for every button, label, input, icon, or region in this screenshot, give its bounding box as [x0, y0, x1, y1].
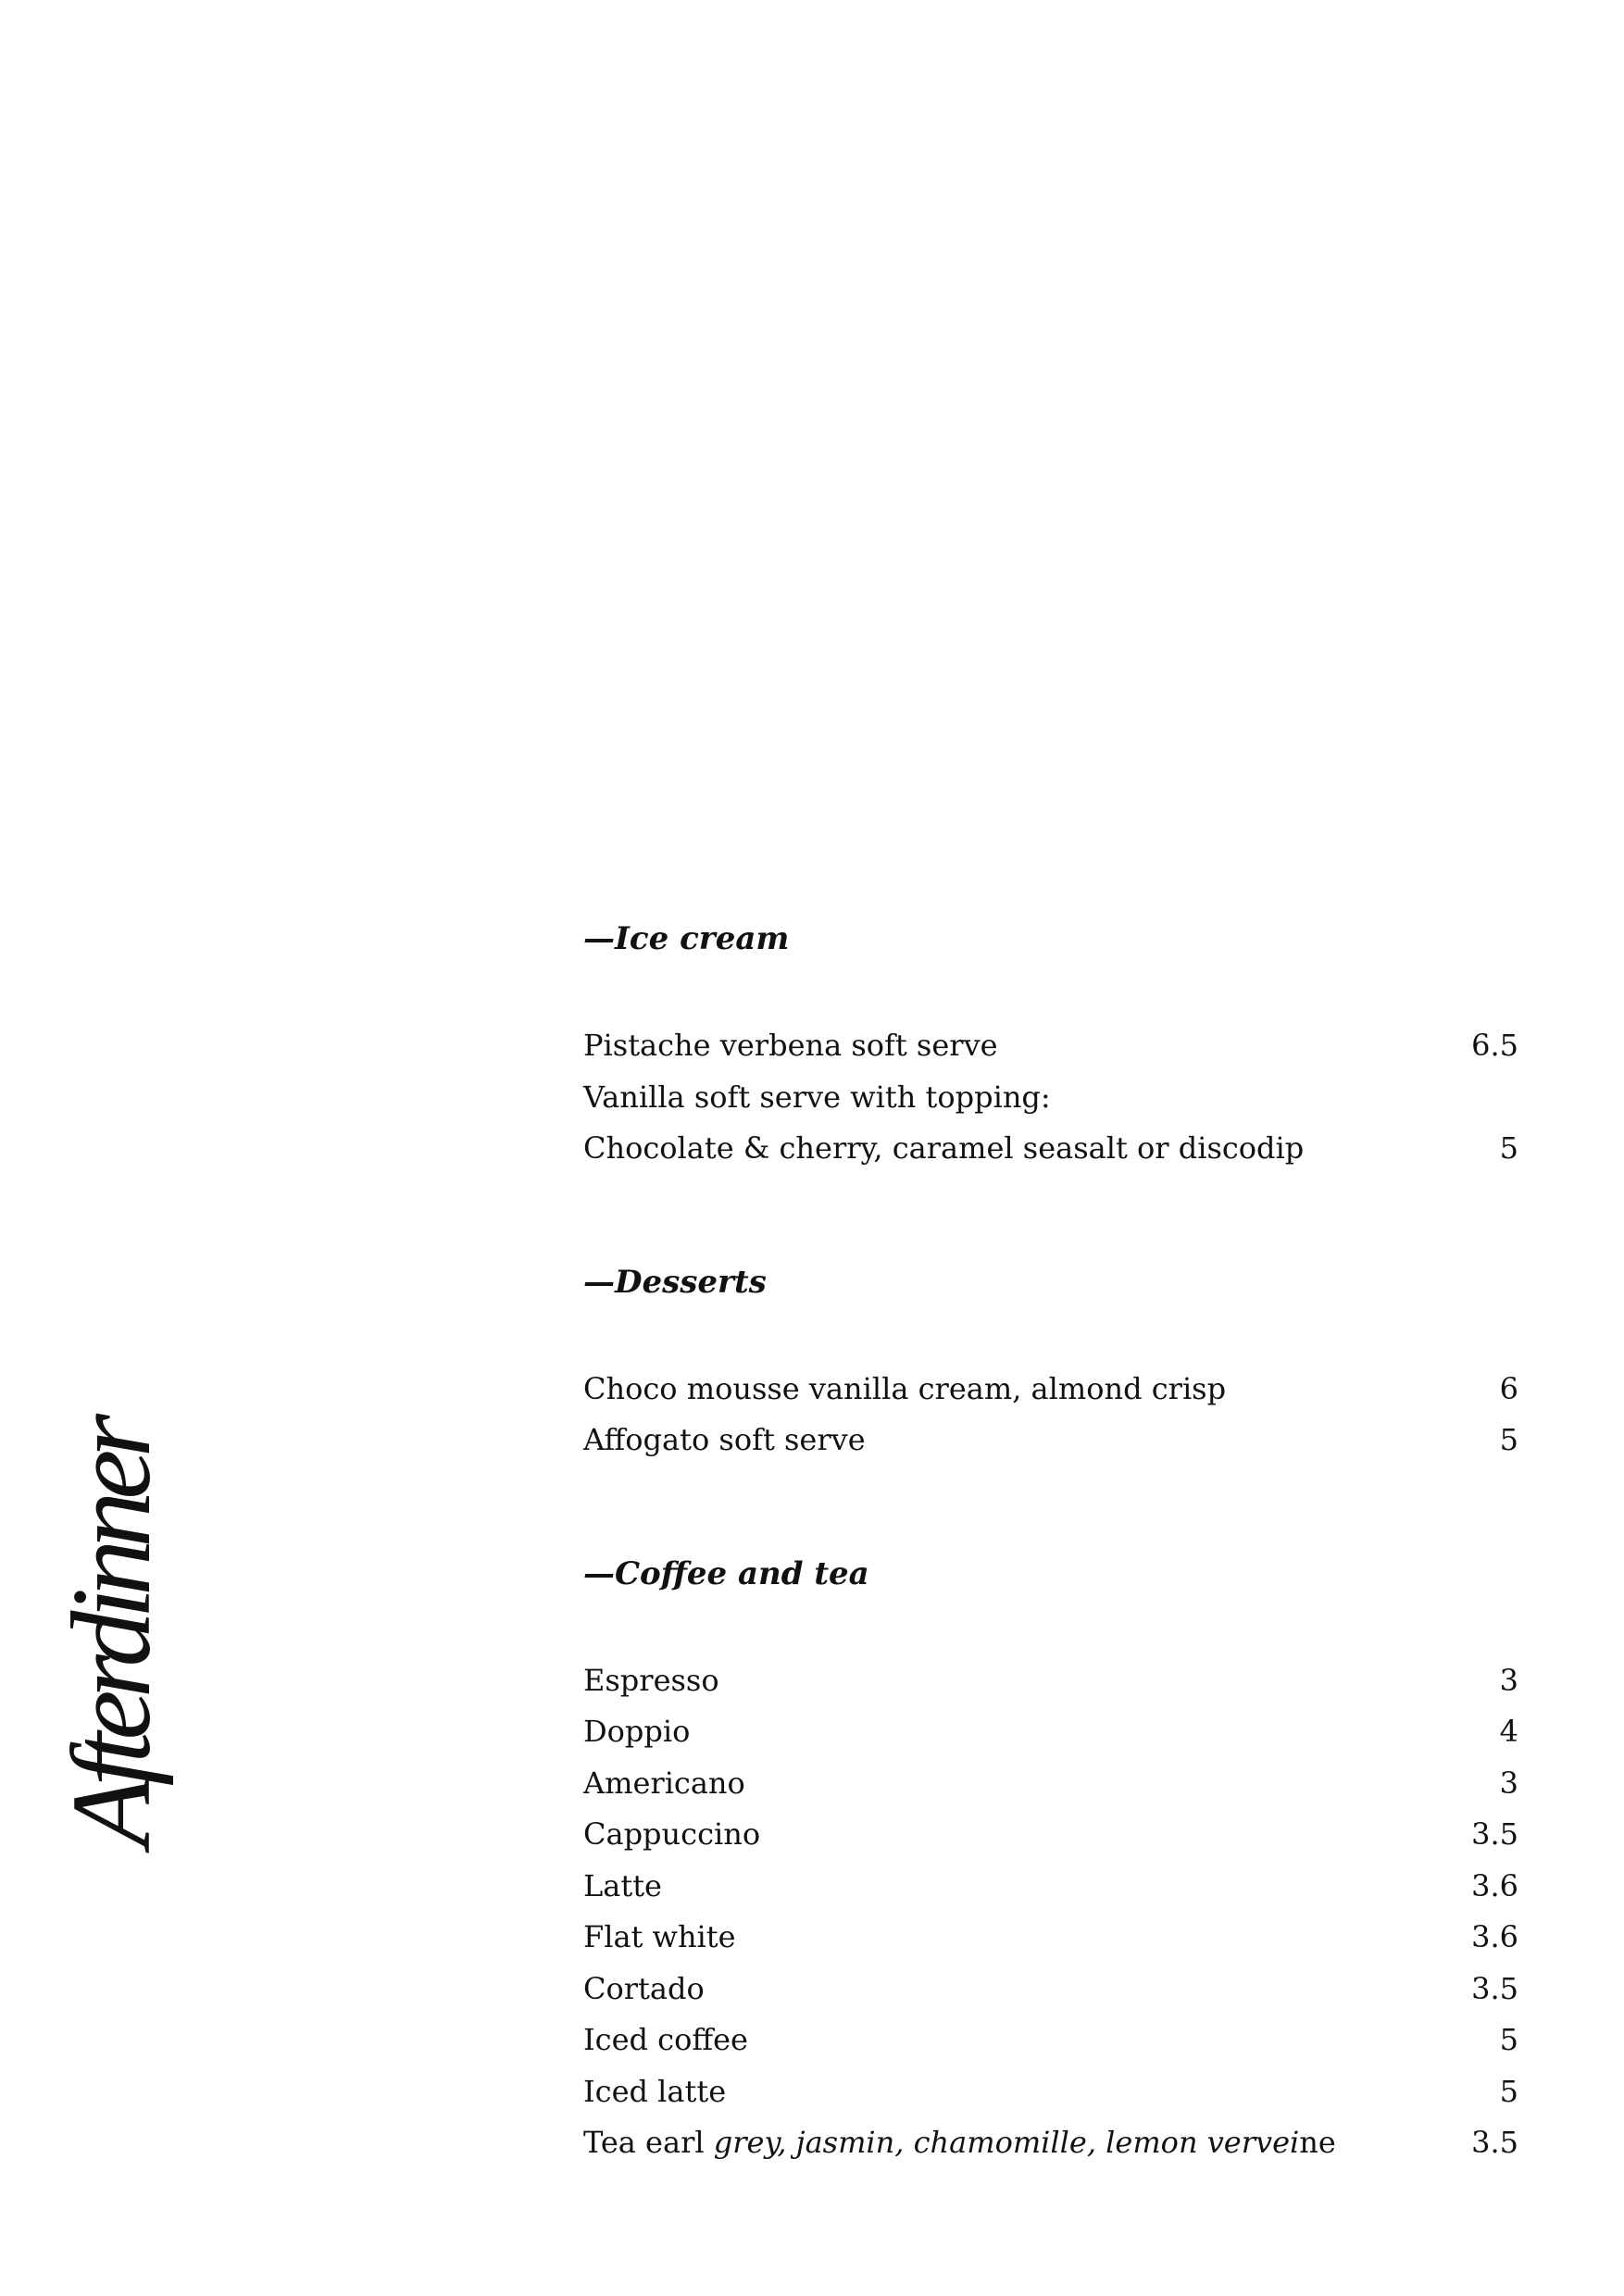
menu-body	[583, 917, 1518, 2254]
item-name: Americano	[583, 1765, 745, 1801]
section-heading: —Ice cream	[583, 920, 790, 957]
menu-item	[583, 1964, 1518, 2015]
section-heading: —Desserts	[583, 1263, 767, 1301]
menu-item	[583, 1758, 1518, 1810]
item-price: 5	[1499, 1422, 1518, 1457]
section-heading: —Coffee and tea	[583, 1554, 869, 1592]
item-price: 3.5	[1471, 2125, 1518, 2160]
menu-item	[583, 1809, 1518, 1861]
menu-item	[583, 1072, 1518, 1124]
item-name: Iced coffee	[583, 2022, 748, 2057]
menu-item	[583, 1912, 1518, 1964]
item-name: Affogato soft serve	[583, 1422, 866, 1457]
menu-item	[583, 1415, 1518, 1466]
item-name: Cortado	[583, 1970, 705, 2006]
item-name: Espresso	[583, 1662, 719, 1698]
item-name: Pistache verbena soft serve	[583, 1028, 998, 1063]
item-price: 3.5	[1471, 1816, 1518, 1852]
item-name	[583, 2117, 1336, 2169]
item-price: 3.6	[1471, 1919, 1518, 1954]
menu-item	[583, 2015, 1518, 2066]
item-price: 3.5	[1471, 1970, 1518, 2006]
page-title: Afterdinner	[49, 1422, 174, 1847]
tea-varieties: grey, jasmin, chamomille, lemon vervei	[713, 2125, 1300, 2160]
section-desserts	[583, 1260, 1518, 1466]
tea-name-suffix: ne	[1299, 2125, 1336, 2160]
item-name: Latte	[583, 1867, 662, 1903]
tea-name-prefix: Tea earl	[583, 2125, 714, 2160]
menu-item	[583, 1706, 1518, 1758]
menu-item-tea	[583, 2117, 1518, 2169]
menu-item	[583, 1364, 1518, 1416]
item-price: 3.6	[1471, 1867, 1518, 1903]
menu-item	[583, 1655, 1518, 1707]
menu-item	[583, 1123, 1518, 1175]
item-name: Chocolate & cherry, caramel seasalt or discodip	[583, 1130, 1305, 1166]
menu-item	[583, 1861, 1518, 1913]
section-coffee-and-tea	[583, 1552, 1518, 2169]
menu-item	[583, 2066, 1518, 2118]
item-price: 5	[1499, 2022, 1518, 2057]
item-name: Iced latte	[583, 2073, 727, 2109]
item-price: 3	[1499, 1662, 1518, 1698]
section-ice-cream	[583, 917, 1518, 1175]
item-name: Doppio	[583, 1714, 691, 1749]
item-name: Choco mousse vanilla cream, almond crisp	[583, 1370, 1227, 1406]
item-price: 3	[1499, 1765, 1518, 1801]
item-name: Vanilla soft serve with topping:	[583, 1079, 1051, 1115]
menu-item	[583, 1020, 1518, 1072]
item-price: 5	[1499, 2073, 1518, 2109]
item-name: Cappuccino	[583, 1816, 761, 1852]
item-name: Flat white	[583, 1919, 736, 1954]
item-price: 5	[1499, 1130, 1518, 1166]
item-price: 6.5	[1471, 1028, 1518, 1063]
item-price: 6	[1499, 1370, 1518, 1406]
item-price: 4	[1499, 1714, 1518, 1749]
